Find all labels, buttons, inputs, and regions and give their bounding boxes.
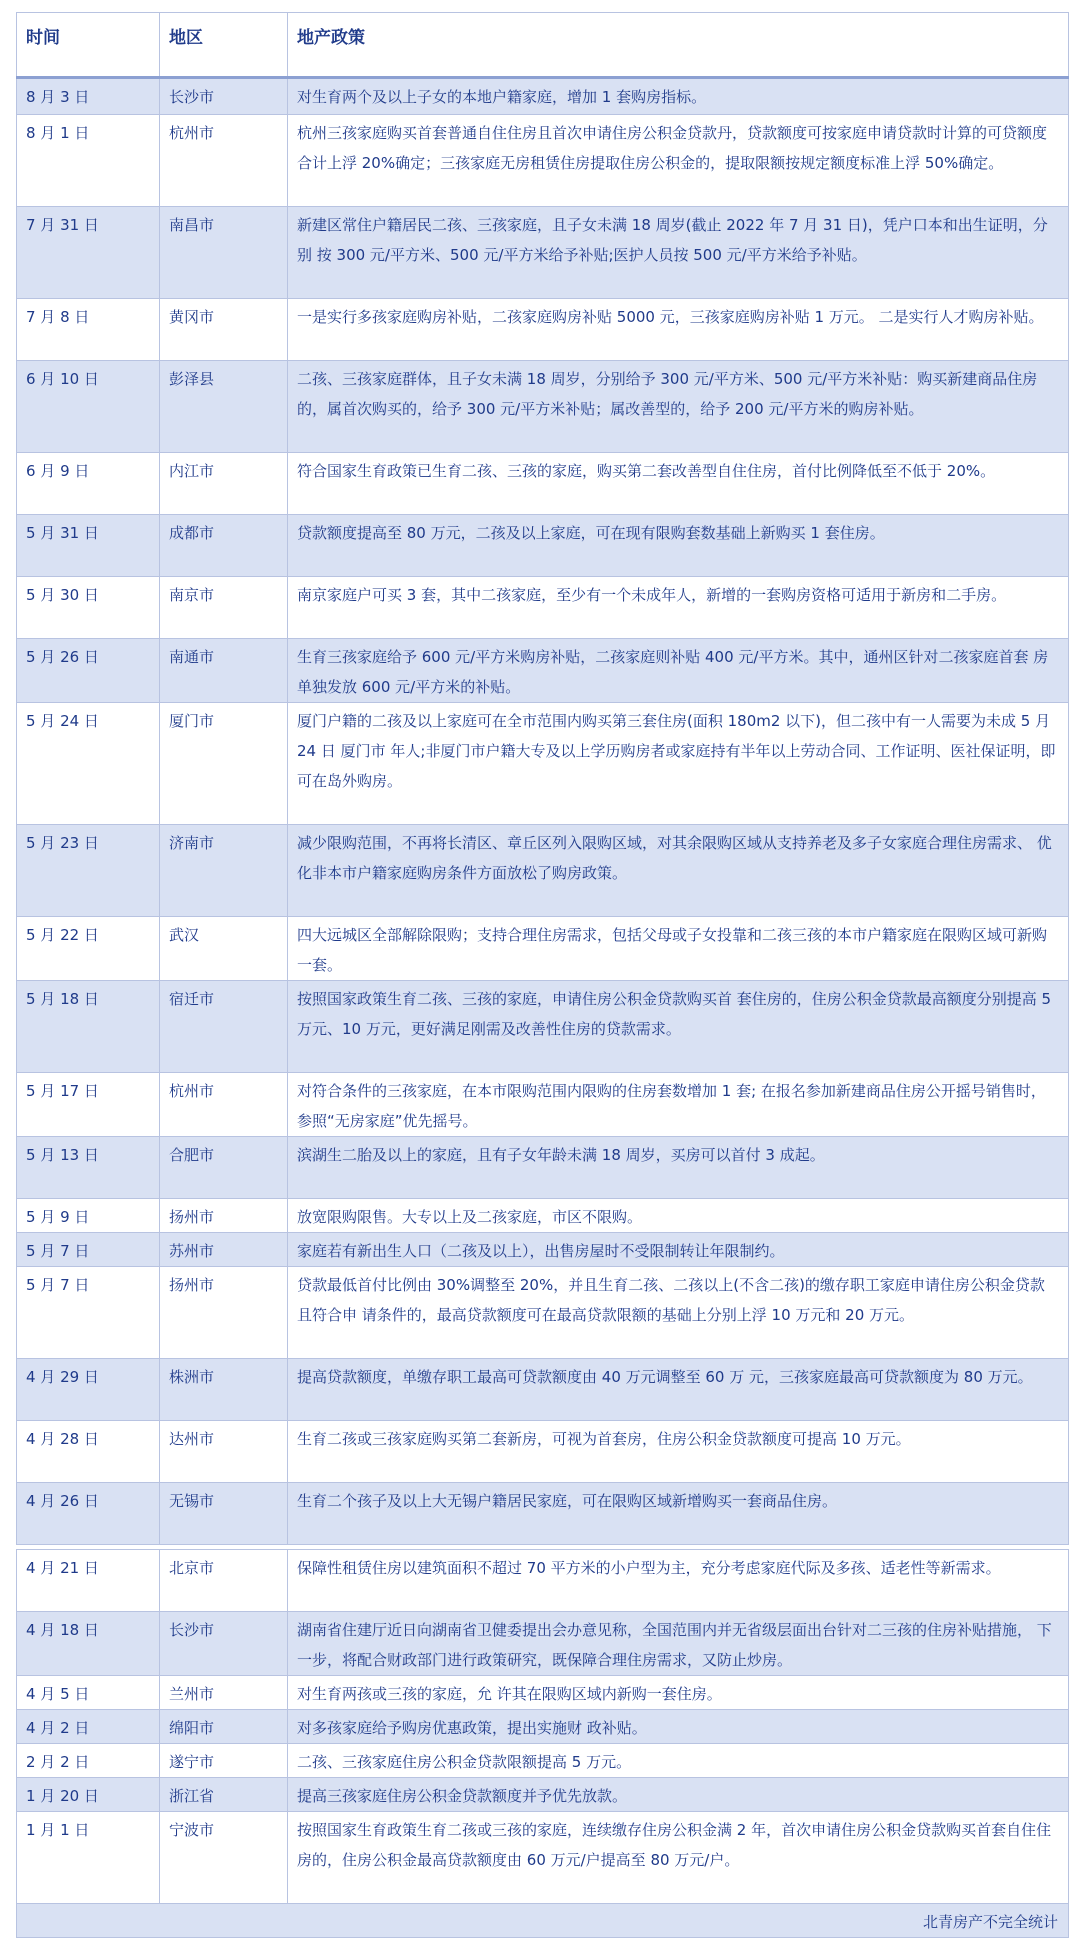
date-cell: 1 月 1 日: [17, 1812, 160, 1904]
region-cell: 南京市: [160, 577, 288, 639]
region-cell: 浙江省: [160, 1778, 288, 1812]
policy-cell: 新建区常住户籍居民二孩、三孩家庭，且子女未满 18 周岁(截止 2022 年 7 月 31 日)，凭户口本和出生证明，分别 按 300 元/平方米、500 元/平方米给予补贴;医护人员按 500 元/平方米给予补贴。: [288, 207, 1069, 299]
table-row: [17, 115, 1069, 207]
table-row: [17, 825, 1069, 917]
header-region: 地区: [160, 13, 288, 78]
header-policy: 地产政策: [288, 13, 1069, 78]
table-row: [17, 1778, 1069, 1812]
table-row: [17, 703, 1069, 825]
region-cell: 长沙市: [160, 78, 288, 115]
table-row: [17, 1612, 1069, 1676]
date-cell: 5 月 23 日: [17, 825, 160, 917]
table-row: [17, 1744, 1069, 1778]
region-cell: 扬州市: [160, 1199, 288, 1233]
date-cell: 8 月 1 日: [17, 115, 160, 207]
table-row: [17, 78, 1069, 115]
date-cell: 4 月 21 日: [17, 1550, 160, 1612]
table-row: [17, 1483, 1069, 1545]
policy-cell: 一是实行多孩家庭购房补贴，二孩家庭购房补贴 5000 元，三孩家庭购房补贴 1 万元。 二是实行人才购房补贴。: [288, 299, 1069, 361]
region-cell: 合肥市: [160, 1137, 288, 1199]
table-body: [17, 78, 1069, 1904]
table-row: [17, 577, 1069, 639]
policy-cell: 放宽限购限售。大专以上及二孩家庭，市区不限购。: [288, 1199, 1069, 1233]
date-cell: 6 月 10 日: [17, 361, 160, 453]
region-cell: 长沙市: [160, 1612, 288, 1676]
region-cell: 北京市: [160, 1550, 288, 1612]
date-cell: 4 月 18 日: [17, 1612, 160, 1676]
policy-cell: 减少限购范围，不再将长清区、章丘区列入限购区域，对其余限购区域从支持养老及多子女家庭合理住房需求、 优化非本市户籍家庭购房条件方面放松了购房政策。: [288, 825, 1069, 917]
region-cell: 绵阳市: [160, 1710, 288, 1744]
region-cell: 达州市: [160, 1421, 288, 1483]
date-cell: 2 月 2 日: [17, 1744, 160, 1778]
table-row: [17, 299, 1069, 361]
table-row: [17, 1359, 1069, 1421]
region-cell: 南昌市: [160, 207, 288, 299]
region-cell: 南通市: [160, 639, 288, 703]
policy-table-container: [16, 12, 1068, 1938]
date-cell: 7 月 8 日: [17, 299, 160, 361]
date-cell: 5 月 31 日: [17, 515, 160, 577]
date-cell: 7 月 31 日: [17, 207, 160, 299]
header-date: 时间: [17, 13, 160, 78]
region-cell: 彭泽县: [160, 361, 288, 453]
region-cell: 济南市: [160, 825, 288, 917]
region-cell: 内江市: [160, 453, 288, 515]
table-row: [17, 1550, 1069, 1612]
table-row: [17, 1073, 1069, 1137]
policy-cell: 贷款额度提高至 80 万元，二孩及以上家庭，可在现有限购套数基础上新购买 1 套住房。: [288, 515, 1069, 577]
table-row: [17, 1812, 1069, 1904]
table-row: [17, 1710, 1069, 1744]
policy-cell: 对多孩家庭给予购房优惠政策，提出实施财 政补贴。: [288, 1710, 1069, 1744]
policy-cell: 杭州三孩家庭购买首套普通自住住房且首次申请住房公积金贷款丹，贷款额度可按家庭申请贷款时计算的可贷额度合计上浮 20%确定；三孩家庭无房租赁住房提取住房公积金的，提取限额按规定额度标准上浮 50%确定。: [288, 115, 1069, 207]
table-row: [17, 515, 1069, 577]
date-cell: 4 月 28 日: [17, 1421, 160, 1483]
policy-cell: 厦门户籍的二孩及以上家庭可在全市范围内购买第三套住房(面积 180m2 以下)，但二孩中有一人需要为未成 5 月 24 日 厦门市 年人;非厦门市户籍大专及以上学历购房者或家庭持有半年以上劳动合同、工作证明、医社保证明，即可在岛外购房。: [288, 703, 1069, 825]
region-cell: 苏州市: [160, 1233, 288, 1267]
policy-cell: 二孩、三孩家庭住房公积金贷款限额提高 5 万元。: [288, 1744, 1069, 1778]
date-cell: 5 月 9 日: [17, 1199, 160, 1233]
table-row: [17, 207, 1069, 299]
date-cell: 5 月 22 日: [17, 917, 160, 981]
footnote-row: [17, 1904, 1069, 1938]
table-row: [17, 1267, 1069, 1359]
region-cell: 株洲市: [160, 1359, 288, 1421]
table-row: [17, 1199, 1069, 1233]
date-cell: 4 月 2 日: [17, 1710, 160, 1744]
policy-cell: 二孩、三孩家庭群体，且子女未满 18 周岁，分别给予 300 元/平方米、500 元/平方米补贴：购买新建商品住房的，属首次购买的，给予 300 元/平方米补贴；属改善型的，给予 200 元/平方米的购房补贴。: [288, 361, 1069, 453]
date-cell: 4 月 5 日: [17, 1676, 160, 1710]
policy-cell: 对生育两个及以上子女的本地户籍家庭，增加 1 套购房指标。: [288, 78, 1069, 115]
table-header-row: [17, 13, 1069, 78]
date-cell: 5 月 18 日: [17, 981, 160, 1073]
region-cell: 厦门市: [160, 703, 288, 825]
date-cell: 5 月 17 日: [17, 1073, 160, 1137]
region-cell: 宿迁市: [160, 981, 288, 1073]
date-cell: 4 月 26 日: [17, 1483, 160, 1545]
date-cell: 5 月 30 日: [17, 577, 160, 639]
region-cell: 兰州市: [160, 1676, 288, 1710]
policy-cell: 贷款最低首付比例由 30%调整至 20%，并且生育二孩、二孩以上(不含二孩)的缴存职工家庭申请住房公积金贷款且符合申 请条件的，最高贷款额度可在最高贷款限额的基础上分别上浮 10 万元和 20 万元。: [288, 1267, 1069, 1359]
region-cell: 扬州市: [160, 1267, 288, 1359]
policy-cell: 对生育两孩或三孩的家庭，允 许其在限购区域内新购一套住房。: [288, 1676, 1069, 1710]
date-cell: 6 月 9 日: [17, 453, 160, 515]
table-row: [17, 1137, 1069, 1199]
table-row: [17, 361, 1069, 453]
table-row: [17, 1676, 1069, 1710]
table-row: [17, 453, 1069, 515]
policy-cell: 保障性租赁住房以建筑面积不超过 70 平方米的小户型为主，充分考虑家庭代际及多孩、适老性等新需求。: [288, 1550, 1069, 1612]
date-cell: 8 月 3 日: [17, 78, 160, 115]
table-row: [17, 1421, 1069, 1483]
policy-cell: 生育二个孩子及以上大无锡户籍居民家庭，可在限购区域新增购买一套商品住房。: [288, 1483, 1069, 1545]
table-row: [17, 917, 1069, 981]
policy-cell: 提高贷款额度，单缴存职工最高可贷款额度由 40 万元调整至 60 万 元，三孩家庭最高可贷款额度为 80 万元。: [288, 1359, 1069, 1421]
policy-cell: 对符合条件的三孩家庭，在本市限购范围内限购的住房套数增加 1 套; 在报名参加新建商品住房公开摇号销售时，参照“无房家庭”优先摇号。: [288, 1073, 1069, 1137]
table-row: [17, 981, 1069, 1073]
region-cell: 无锡市: [160, 1483, 288, 1545]
region-cell: 成都市: [160, 515, 288, 577]
table-row: [17, 639, 1069, 703]
date-cell: 4 月 29 日: [17, 1359, 160, 1421]
policy-cell: 四大远城区全部解除限购；支持合理住房需求，包括父母或子女投靠和二孩三孩的本市户籍家庭在限购区域可新购一套。: [288, 917, 1069, 981]
policy-cell: 湖南省住建厅近日向湖南省卫健委提出会办意见称，全国范围内并无省级层面出台针对二三孩的住房补贴措施， 下一步，将配合财政部门进行政策研究，既保障合理住房需求，又防止炒房。: [288, 1612, 1069, 1676]
date-cell: 5 月 7 日: [17, 1267, 160, 1359]
date-cell: 5 月 13 日: [17, 1137, 160, 1199]
region-cell: 遂宁市: [160, 1744, 288, 1778]
region-cell: 武汉: [160, 917, 288, 981]
policy-table: [16, 12, 1069, 1938]
policy-cell: 南京家庭户可买 3 套，其中二孩家庭，至少有一个未成年人，新增的一套购房资格可适用于新房和二手房。: [288, 577, 1069, 639]
date-cell: 5 月 26 日: [17, 639, 160, 703]
policy-cell: 提高三孩家庭住房公积金贷款额度并予优先放款。: [288, 1778, 1069, 1812]
footnote-text: 北青房产不完全统计: [17, 1904, 1069, 1938]
policy-cell: 家庭若有新出生人口（二孩及以上），出售房屋时不受限制转让年限制约。: [288, 1233, 1069, 1267]
table-row: [17, 1233, 1069, 1267]
region-cell: 杭州市: [160, 115, 288, 207]
policy-cell: 生育二孩或三孩家庭购买第二套新房，可视为首套房，住房公积金贷款额度可提高 10 万元。: [288, 1421, 1069, 1483]
region-cell: 宁波市: [160, 1812, 288, 1904]
region-cell: 黄冈市: [160, 299, 288, 361]
date-cell: 5 月 7 日: [17, 1233, 160, 1267]
date-cell: 1 月 20 日: [17, 1778, 160, 1812]
policy-cell: 按照国家政策生育二孩、三孩的家庭，申请住房公积金贷款购买首 套住房的，住房公积金贷款最高额度分别提高 5 万元、10 万元，更好满足刚需及改善性住房的贷款需求。: [288, 981, 1069, 1073]
region-cell: 杭州市: [160, 1073, 288, 1137]
policy-cell: 符合国家生育政策已生育二孩、三孩的家庭，购买第二套改善型自住住房，首付比例降低至不低于 20%。: [288, 453, 1069, 515]
policy-cell: 按照国家生育政策生育二孩或三孩的家庭，连续缴存住房公积金满 2 年，首次申请住房公积金贷款购买首套自住住房的，住房公积金最高贷款额度由 60 万元/户提高至 80 万元/户。: [288, 1812, 1069, 1904]
policy-cell: 滨湖生二胎及以上的家庭，且有子女年龄未满 18 周岁，买房可以首付 3 成起。: [288, 1137, 1069, 1199]
policy-cell: 生育三孩家庭给予 600 元/平方米购房补贴，二孩家庭则补贴 400 元/平方米。其中，通州区针对二孩家庭首套 房单独发放 600 元/平方米的补贴。: [288, 639, 1069, 703]
date-cell: 5 月 24 日: [17, 703, 160, 825]
